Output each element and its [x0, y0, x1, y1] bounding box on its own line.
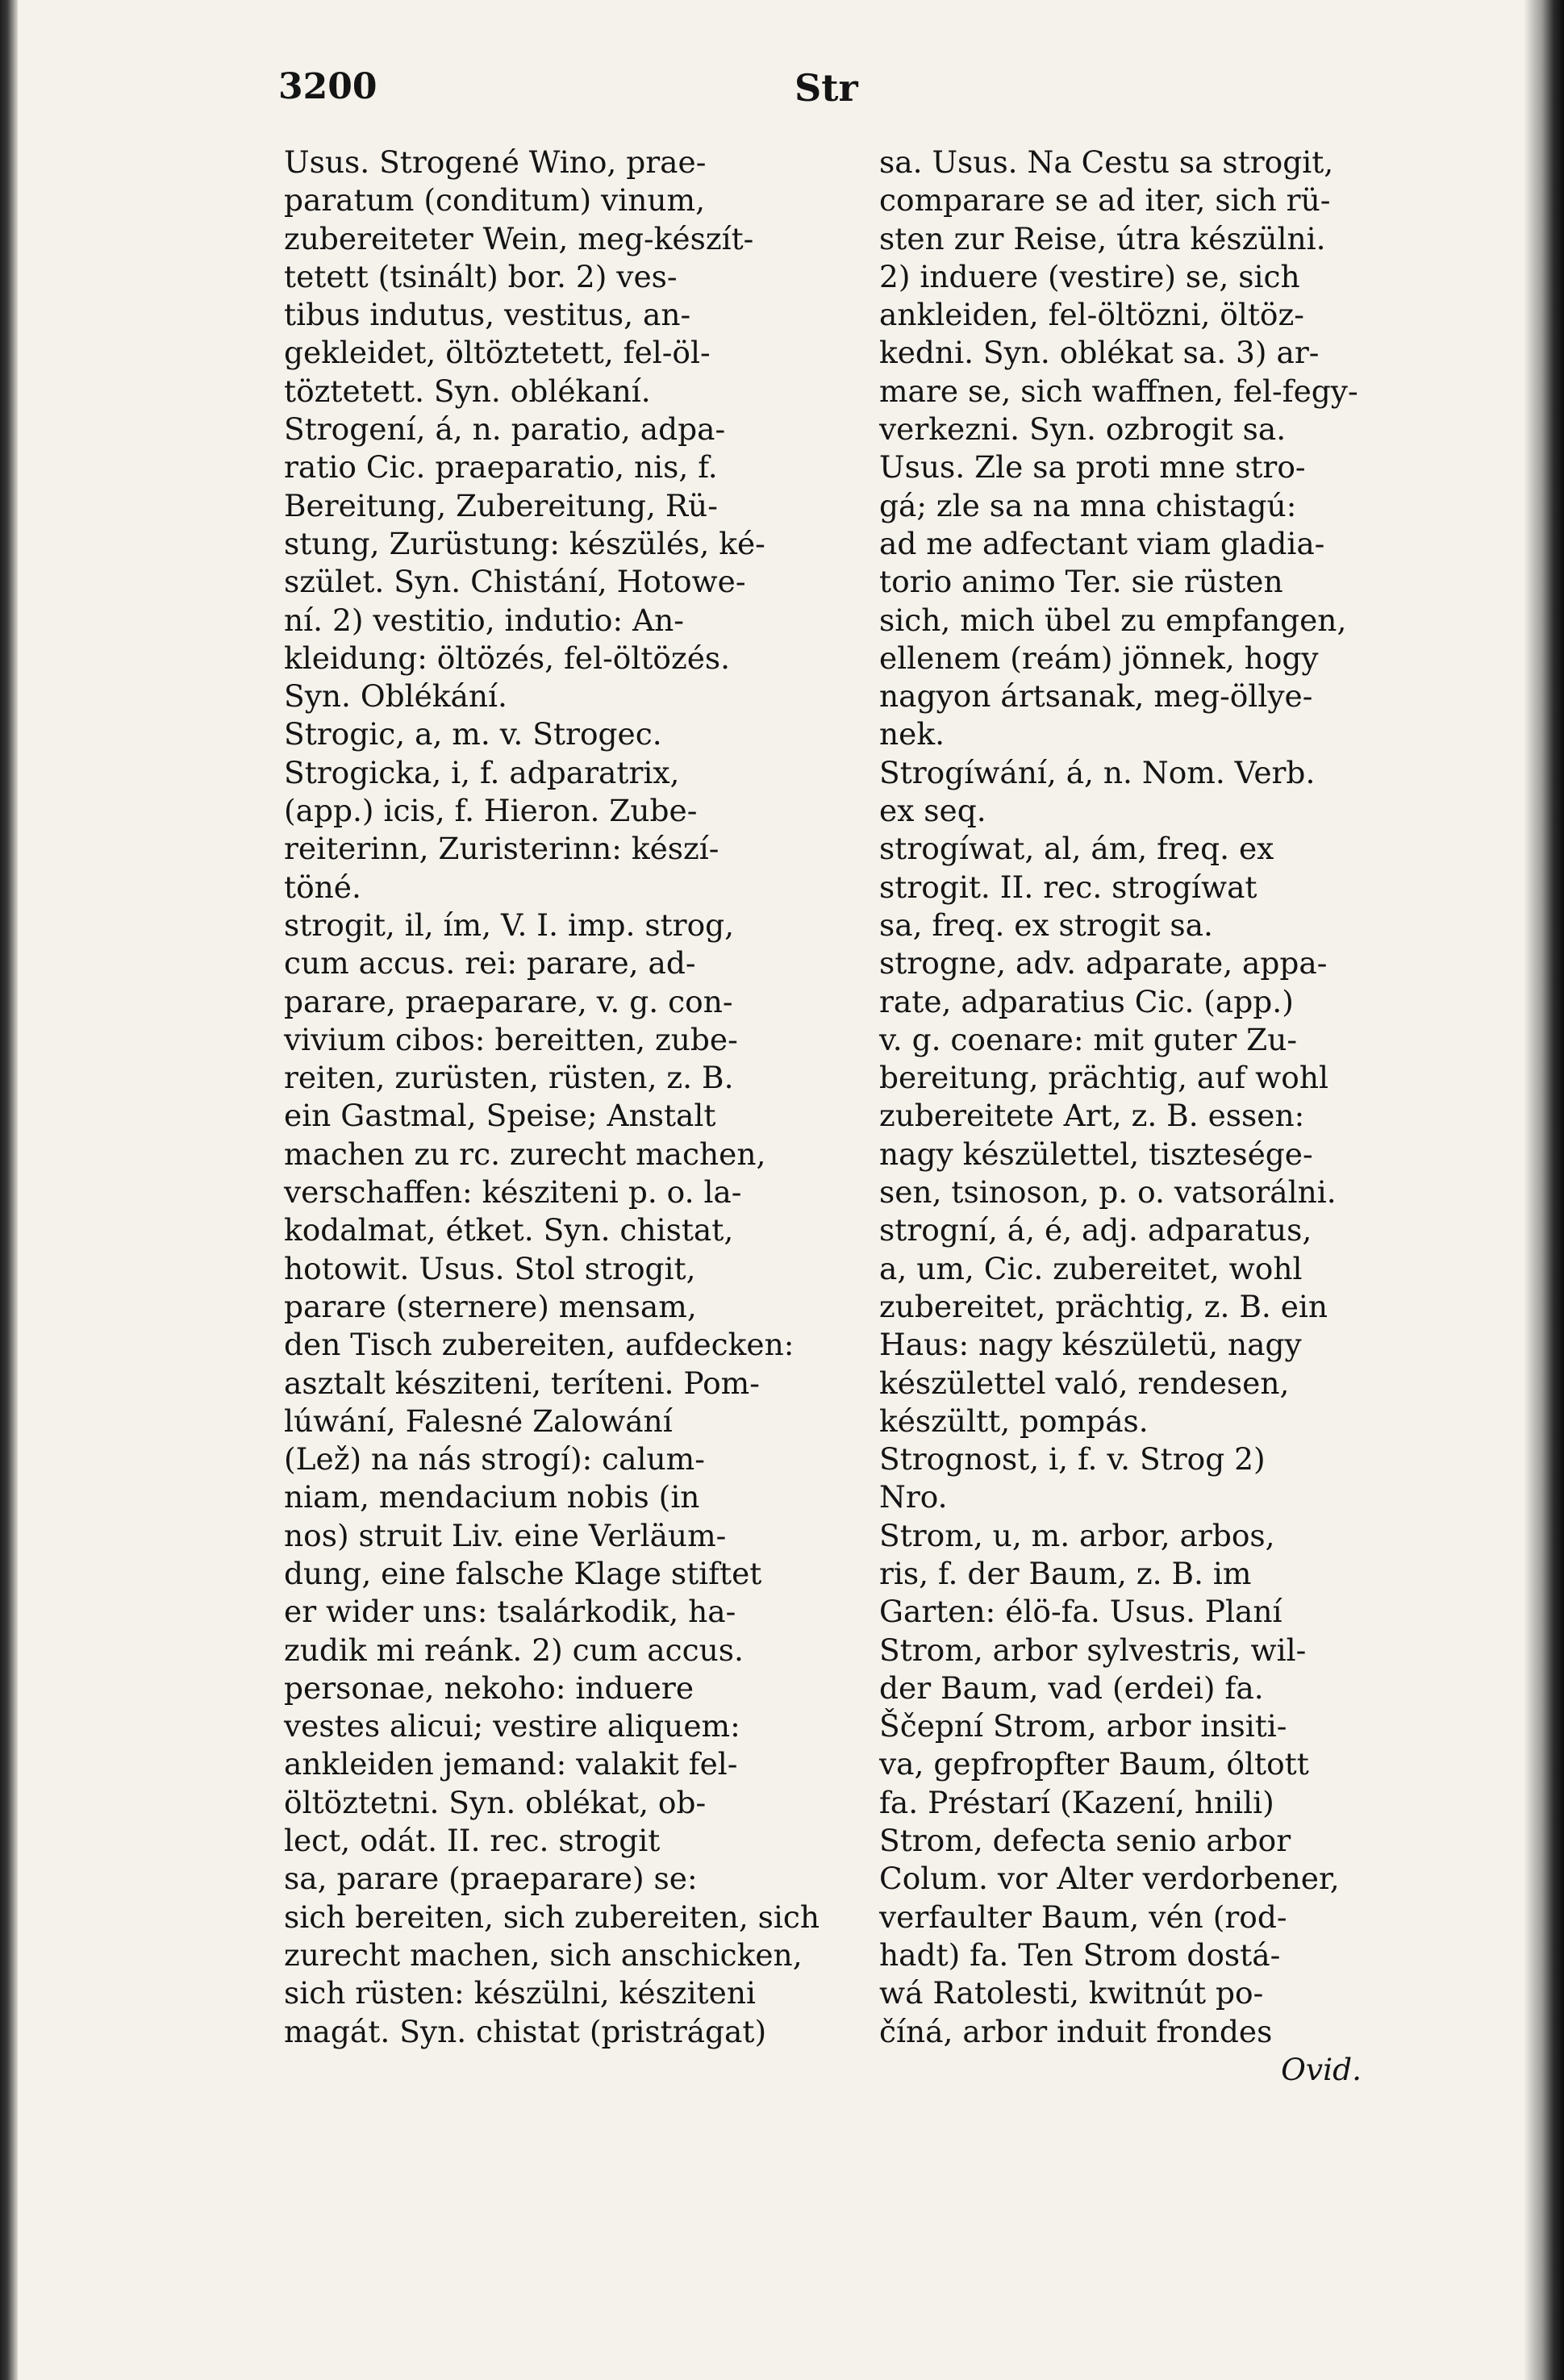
- text-line: Ščepní Strom, arbor insiti-: [879, 1708, 1287, 1744]
- text-line: der Baum, vad (erdei) fa.: [879, 1669, 1264, 1706]
- text-line: asztalt késziteni, teríteni. Pom-: [284, 1365, 760, 1401]
- text-line: zubereitet, prächtig, z. B. ein: [879, 1288, 1328, 1324]
- text-line: strogit. II. rec. strogíwat: [879, 869, 1257, 905]
- text-line: ellenem (reám) jönnek, hogy: [879, 640, 1319, 676]
- text-line: zudik mi reánk. 2) cum accus.: [284, 1632, 744, 1668]
- text-line: vestes alicui; vestire aliquem:: [284, 1708, 740, 1744]
- text-line: sich, mich übel zu empfangen,: [879, 602, 1347, 638]
- text-line: Usus. Strogené Wino, prae-: [284, 144, 707, 180]
- text-line: torio animo Ter. sie rüsten: [879, 564, 1283, 600]
- text-line: sich rüsten: készülni, késziteni: [284, 1975, 756, 2011]
- text-line: sten zur Reise, útra készülni.: [879, 220, 1326, 256]
- text-line: gekleidet, öltöztetett, fel-öl-: [284, 335, 711, 371]
- text-line: töztetett. Syn. oblékaní.: [284, 373, 651, 409]
- text-line: sa, freq. ex strogit sa.: [879, 907, 1213, 943]
- text-line: Strom, defecta senio arbor: [879, 1823, 1291, 1859]
- text-line: készülettel való, rendesen,: [879, 1365, 1290, 1401]
- text-line: Nro.: [879, 1479, 948, 1515]
- text-line: Bereitung, Zubereitung, Rü-: [284, 487, 718, 523]
- text-line: gá; zle sa na mna chistagú:: [879, 487, 1297, 523]
- page-right-edge-shadow: [1524, 0, 1564, 2380]
- left-column: [284, 144, 824, 2051]
- text-line: cum accus. rei: parare, ad-: [284, 945, 696, 982]
- text-line: 2) induere (vestire) se, sich: [879, 258, 1300, 294]
- closing-citation: Ovid.: [1281, 2051, 1362, 2087]
- text-line: v. g. coenare: mit guter Zu-: [879, 1021, 1298, 1057]
- text-line: Strogíwání, á, n. Nom. Verb.: [879, 754, 1316, 790]
- text-line: kleidung: öltözés, fel-öltözés.: [284, 640, 731, 676]
- text-line: Strom, u, m. arbor, arbos,: [879, 1517, 1275, 1553]
- text-line: nagy készülettel, tisztesége-: [879, 1136, 1313, 1172]
- text-line: sa. Usus. Na Cestu sa strogit,: [879, 144, 1334, 180]
- text-line: va, gepfropfter Baum, óltott: [879, 1746, 1309, 1782]
- text-line: reiten, zurüsten, rüsten, z. B.: [284, 1060, 734, 1096]
- text-line: strogní, á, é, adj. adparatus,: [879, 1212, 1312, 1248]
- page-header: [0, 66, 1564, 123]
- text-line: fa. Préstarí (Kazení, hnili): [879, 1784, 1274, 1820]
- text-line: Syn. Oblékání.: [284, 678, 507, 715]
- text-line: hotowit. Usus. Stol strogit,: [284, 1250, 696, 1286]
- text-line: parare (sternere) mensam,: [284, 1288, 697, 1324]
- text-line: ankleiden jemand: valakit fel-: [284, 1746, 738, 1782]
- text-line: reiterinn, Zuristerinn: készí-: [284, 831, 719, 867]
- text-line: Strom, arbor sylvestris, wil-: [879, 1632, 1307, 1668]
- text-line: kodalmat, étket. Syn. chistat,: [284, 1212, 734, 1248]
- text-line: magát. Syn. chistat (pristrágat): [284, 2013, 767, 2049]
- running-head: Str: [795, 66, 858, 110]
- text-line: tetett (tsinált) bor. 2) ves-: [284, 258, 678, 294]
- text-line: comparare se ad iter, sich rü-: [879, 182, 1331, 219]
- text-line: nek.: [879, 716, 945, 752]
- text-line: kedni. Syn. oblékat sa. 3) ar-: [879, 335, 1320, 371]
- text-line: bereitung, prächtig, auf wohl: [879, 1060, 1329, 1096]
- page-number: 3200: [278, 66, 377, 107]
- text-line: sen, tsinoson, p. o. vatsorálni.: [879, 1174, 1337, 1211]
- right-column: [879, 144, 1436, 2089]
- text-line: er wider uns: tsalárkodik, ha-: [284, 1594, 736, 1630]
- text-line: töné.: [284, 869, 361, 905]
- text-line: (app.) icis, f. Hieron. Zube-: [284, 793, 698, 829]
- text-line: parare, praeparare, v. g. con-: [284, 983, 733, 1019]
- text-line: tibus indutus, vestitus, an-: [284, 297, 691, 333]
- text-line: ex seq.: [879, 793, 986, 829]
- text-line: personae, nekoho: induere: [284, 1669, 694, 1706]
- text-line: Garten: élö-fa. Usus. Planí: [879, 1594, 1282, 1630]
- text-line: ad me adfectant viam gladia-: [879, 525, 1325, 561]
- text-line: Strogicka, i, f. adparatrix,: [284, 754, 680, 790]
- text-line: (Lež) na nás strogí): calum-: [284, 1441, 705, 1478]
- text-line: ris, f. der Baum, z. B. im: [879, 1555, 1252, 1591]
- text-line: zubereitete Art, z. B. essen:: [879, 1098, 1305, 1134]
- text-line: číná, arbor induit frondes: [879, 2013, 1273, 2049]
- text-line: Usus. Zle sa proti mne stro-: [879, 449, 1306, 486]
- text-line: Strogic, a, m. v. Strogec.: [284, 716, 662, 752]
- text-line: lúwání, Falesné Zalowání: [284, 1403, 673, 1439]
- text-line: vivium cibos: bereitten, zube-: [284, 1021, 738, 1057]
- text-line: den Tisch zubereiten, aufdecken:: [284, 1327, 795, 1363]
- page-left-edge-shadow: [0, 0, 18, 2380]
- text-line: ratio Cic. praeparatio, nis, f.: [284, 449, 718, 486]
- text-line: Haus: nagy készületü, nagy: [879, 1327, 1302, 1363]
- text-line: Colum. vor Alter verdorbener,: [879, 1861, 1340, 1897]
- text-line: hadt) fa. Ten Strom dostá-: [879, 1936, 1281, 1973]
- text-line: zubereiteter Wein, meg-készít-: [284, 220, 754, 256]
- text-line: ein Gastmal, Speise; Anstalt: [284, 1098, 716, 1134]
- text-line: szület. Syn. Chistání, Hotowe-: [284, 564, 746, 600]
- text-line: Strognost, i, f. v. Strog 2): [879, 1441, 1266, 1478]
- text-line: verschaffen: késziteni p. o. la-: [284, 1174, 742, 1211]
- text-line: rate, adparatius Cic. (app.): [879, 983, 1294, 1019]
- text-line: verkezni. Syn. ozbrogit sa.: [879, 411, 1287, 448]
- text-line: lect, odát. II. rec. strogit: [284, 1823, 661, 1859]
- text-line: niam, mendacium nobis (in: [284, 1479, 700, 1515]
- text-line: strogit, il, ím, V. I. imp. strog,: [284, 907, 735, 943]
- text-line: machen zu rc. zurecht machen,: [284, 1136, 766, 1172]
- text-line: ní. 2) vestitio, indutio: An-: [284, 602, 684, 638]
- text-line: strogne, adv. adparate, appa-: [879, 945, 1328, 982]
- text-line: a, um, Cic. zubereitet, wohl: [879, 1250, 1303, 1286]
- text-line: mare se, sich waffnen, fel-fegy-: [879, 373, 1358, 409]
- text-line: sich bereiten, sich zubereiten, sich: [284, 1899, 820, 1935]
- text-line: nos) struit Liv. eine Verläum-: [284, 1517, 727, 1553]
- text-line: nagyon ártsanak, meg-öllye-: [879, 678, 1313, 715]
- text-line: Strogení, á, n. paratio, adpa-: [284, 411, 726, 448]
- text-line: strogíwat, al, ám, freq. ex: [879, 831, 1274, 867]
- text-line: stung, Zurüstung: készülés, ké-: [284, 525, 765, 561]
- text-line: ankleiden, fel-öltözni, öltöz-: [879, 297, 1304, 333]
- text-line: wá Ratolesti, kwitnút po-: [879, 1975, 1264, 2011]
- text-line: sa, parare (praeparare) se:: [284, 1861, 698, 1897]
- text-line: öltöztetni. Syn. oblékat, ob-: [284, 1784, 707, 1820]
- text-line: verfaulter Baum, vén (rod-: [879, 1899, 1287, 1935]
- text-line: dung, eine falsche Klage stiftet: [284, 1555, 762, 1591]
- text-line: zurecht machen, sich anschicken,: [284, 1936, 803, 1973]
- text-line: készültt, pompás.: [879, 1403, 1149, 1439]
- text-line: paratum (conditum) vinum,: [284, 182, 705, 219]
